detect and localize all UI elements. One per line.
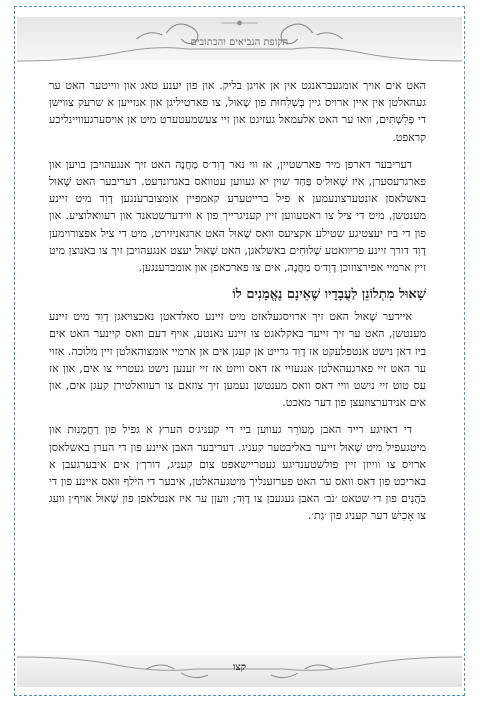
paragraph-3: איידער שָׁאוּל האט זיך ארויסגעלאזט מיט זיינע סאלדאטן נאכצויאגן דָוִד מיט זיינע מענטשן, האט ער זיך זייער באקלאגט צו זיינע נאנטע, אויף דעם וואס קיינער האט אים ביז דאן נישט אנטפלעקט אז דָוִד גרייט אן קעגן אים אן ארמיי אומצוהאלטן זיין מלוכה. אזוי ער האט זיי פארגעהאלטן אנגעזיי אז דאס וויזט אז זיי זענען נישט געטריי צו אים, און אז עס טוט זיי נישט וויי דאס וואס מענטשן נעמען זיך צוזאם צו רעוואלטירן קעגן אים, און אים אנידערצוזעצן פון דער מאכט. — [48, 310, 426, 410]
section-heading: שָׁאוּל מִתְלוֹנֵן לַעֲבָדָיו שֶׁאֵינָם נֶאֱמָנִים לוֹ — [232, 287, 426, 303]
page-number: קצו — [232, 662, 247, 673]
header-ornament — [17, 9, 462, 71]
paragraph-2: דעריבער דארפן מיר פארשטיין, אז ווי נאר דָוִד׳ס מַחֲנֶה האט זיך אנגעהויבן בויען און פארגרעסערן, איז שָׁאוּל׳ס פַּחַד שוין יא געווען עטוואס באגרונדעט. דעריבער האט שָׁאוּל באשלאסן אונטערצונעמען א פיל ברייטערע קאמפיין אומצוברענגען דָוִד מיט זיינע מענטשן, מיט די ציל צו ראטעווען זיין קעניגרייך פון א ווידערשטאנד און רעוואלוציע. און פון די ביז יעצטיגע שטילע אקציעס וואס שָׁאוּל האט ארגאניזירט, מיט די ציל אפצורוימען דָוִד דורך זיינע פריוואטע שְׁלוּחִים באשלאגן, האט שָׁאוּל יעצט אנגעהויבן זיך צו באנוצן מיט זיין ארמיי אפירצוזוכן דָוִד׳ס מַחֲנֶה, אים צו פארכאפן און אומברענגען. — [49, 157, 426, 275]
page-frame — [14, 6, 465, 696]
paragraph-4: די דאזיגע רייד האבן מְעוֹרֵר געווען ביי די קעניג׳ס הערץ א גפיל פון רַחֲמָנוּת און מיטגעפיל מיט שָׁאוּל זייער באליבטער קעניג. דעריבער האבן איינע פון די הערן באשלאסן ארויס צו ווייזן זיין פולשטענדיגע געטריישאפט צום קעניג, דורך׳ן אים איבערגעבן א באריכט פון דאס וואס ער האט פערזענליך מיטגעהאלטן, איבער די הילף וואס איינע פון די כֹּהֲנִים פון די שטאט ׳נֹב׳ האבן געגעבן צו דָוִד; וועןן ער איז אנטלאפן פון שָׁאוּל אויף׳ן וועג צו אָכִישׁ דער קעניג פון ׳גַת׳. — [49, 423, 426, 523]
paragraph-1: האט אים אויך אומגעבראנגט אין אן אויגן בליק. און פון יענע טאג און ווייטער האט ער געהאלטן אין איין ארויס גיין בְּשְׁלִחוּת פון שָׁאוּל, צו פארטיליגן און אנזייען א שרעק צווישן די פְּלִשְׁתִּים, וואו ער האט אלעמאל געזיגט און זיי צעשמעטערט מיט אן אויסערגעוויינליכע קראפט. — [49, 79, 426, 144]
page-body — [49, 77, 426, 535]
footer-ornament — [17, 649, 462, 693]
running-header-title: הקופת הנביאים והכתובים — [190, 37, 289, 48]
